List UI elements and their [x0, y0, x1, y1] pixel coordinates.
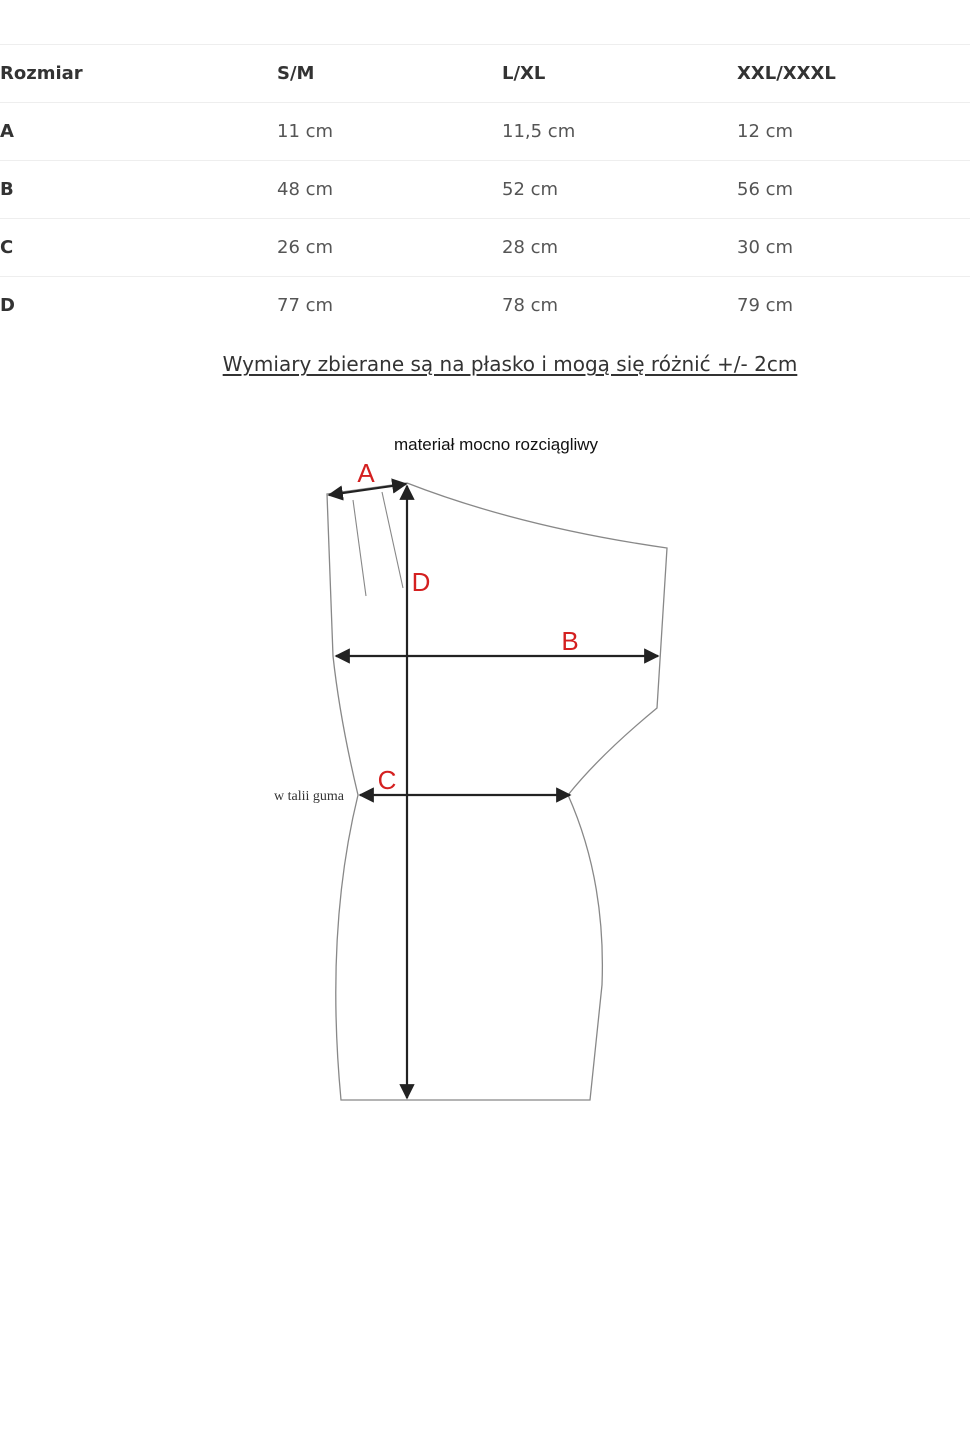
row-label: D — [0, 295, 15, 316]
table-row — [0, 277, 970, 335]
cell-value: 56 cm — [737, 179, 794, 200]
pleat-line — [353, 500, 366, 596]
row-label: B — [0, 179, 14, 200]
marker-d: D — [411, 567, 431, 597]
table-header-row — [0, 45, 970, 103]
table-row — [0, 103, 970, 161]
header-lxl: L/XL — [502, 63, 546, 84]
measurement-note: Wymiary zbierane są na płasko i mogą się różnić +/- 2cm — [222, 352, 798, 376]
row-label: C — [0, 237, 14, 258]
dress-diagram — [0, 400, 970, 1140]
cell-value: 30 cm — [737, 237, 794, 258]
cell-value: 48 cm — [277, 179, 334, 200]
cell-value: 77 cm — [277, 295, 334, 316]
cell-value: 26 cm — [277, 237, 334, 258]
table-row — [0, 219, 970, 277]
marker-a: A — [357, 458, 375, 488]
size-table — [0, 44, 970, 334]
header-size: Rozmiar — [0, 63, 83, 84]
cell-value: 12 cm — [737, 121, 794, 142]
marker-c: C — [377, 765, 397, 795]
waist-label: w talii guma — [274, 789, 344, 804]
header-xxl: XXL/XXXL — [737, 63, 836, 84]
cell-value: 11,5 cm — [502, 121, 576, 142]
cell-value: 11 cm — [277, 121, 334, 142]
header-sm: S/M — [277, 63, 315, 84]
table-row — [0, 161, 970, 219]
cell-value: 79 cm — [737, 295, 794, 316]
row-label: A — [0, 121, 14, 142]
material-label: materiał mocno rozciągliwy — [393, 435, 599, 454]
pleat-line — [382, 492, 403, 588]
cell-value: 52 cm — [502, 179, 559, 200]
marker-b: B — [561, 626, 579, 656]
cell-value: 78 cm — [502, 295, 559, 316]
cell-value: 28 cm — [502, 237, 559, 258]
